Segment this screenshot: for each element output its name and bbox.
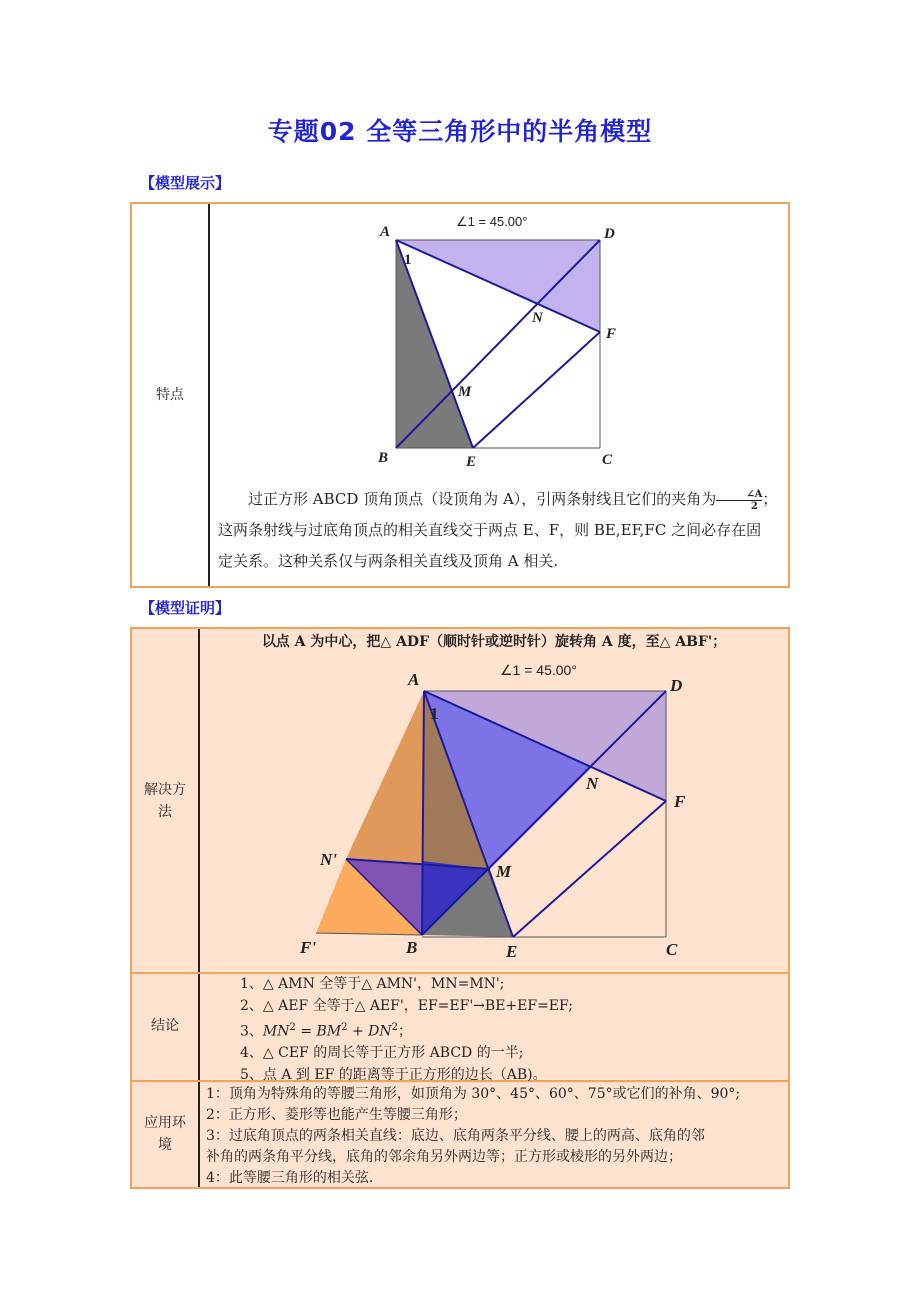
method-text: 以点 A 为中心，把△ ADF（顺时针或逆时针）旋转角 A 度，至△ ABF'； bbox=[261, 634, 727, 650]
description-line-2: 这两条射线与过底角顶点的相关直线交于两点 E、F，则 BE,EF,FC 之间必存在固 bbox=[218, 521, 762, 539]
section-heading-model-display: 【模型展示】 bbox=[140, 174, 231, 192]
angle-one-label: 1 bbox=[404, 252, 412, 268]
label-a-2: A bbox=[408, 670, 420, 689]
label-fp: F' bbox=[300, 938, 317, 957]
conclusion-5: 5、点 A 到 EF 的距离等于正方形的边长（AB)。 bbox=[240, 1066, 547, 1083]
label-m-2: M bbox=[496, 862, 512, 881]
conclusion-4: 4、△ CEF 的周长等于正方形 ABCD 的一半; bbox=[240, 1045, 524, 1062]
label-c: C bbox=[602, 452, 613, 468]
label-n: N bbox=[532, 310, 543, 326]
half-angle-fraction: $\frac{\angle A}{2}$ bbox=[716, 489, 762, 512]
environment-line-1: 1：顶角为特殊角的等腰三角形，如顶角为 30°、45°、60°、75°或它们的补角、90°; bbox=[206, 1086, 741, 1102]
table-divider bbox=[208, 204, 210, 586]
conclusion-2: 2、△ AEF 全等于△ AEF'，EF=EF'→BE+EF=EF; bbox=[240, 997, 573, 1014]
angle-one-label-2: 1 bbox=[430, 704, 439, 723]
conclusion-1: 1、△ AMN 全等于△ AMN'，MN=MN'; bbox=[240, 976, 505, 992]
label-n-2: N bbox=[586, 774, 599, 793]
label-f: F bbox=[606, 326, 617, 342]
method-label: 解决方法 bbox=[144, 781, 186, 820]
label-e: E bbox=[466, 454, 477, 470]
label-f-2: F bbox=[674, 792, 686, 811]
environment-list bbox=[206, 1084, 786, 1189]
section-heading-model-proof: 【模型证明】 bbox=[140, 599, 231, 617]
angle-readout: ∠1 = 45.00° bbox=[456, 214, 528, 229]
description-line-1: 过正方形 ABCD 顶角顶点（设顶角为 A），引两条射线且它们的夹角为 bbox=[248, 490, 717, 508]
conclusion-list bbox=[240, 974, 780, 1086]
proof-divider bbox=[198, 629, 200, 1187]
environment-line-2: 2：正方形、菱形等也能产生等腰三角形； bbox=[206, 1107, 467, 1123]
feature-label: 特点 bbox=[156, 387, 184, 403]
label-b-2: B bbox=[406, 938, 418, 957]
page-title: 专题02 全等三角形中的半角模型 bbox=[267, 117, 653, 146]
angle-readout-2: ∠1 = 45.00° bbox=[500, 662, 577, 678]
conclusion-3: 3、$MN^2 = BM^2 + DN^2$； bbox=[240, 1022, 413, 1040]
label-m: M bbox=[458, 384, 472, 400]
description-line-3: 定关系。这种关系仅与两条相关直线及顶角 A 相关. bbox=[218, 552, 559, 570]
rotation-figure bbox=[300, 661, 700, 971]
label-b: B bbox=[378, 450, 389, 466]
environment-label: 应用环境 bbox=[144, 1114, 186, 1153]
environment-line-5: 4：此等腰三角形的相关弦. bbox=[206, 1170, 374, 1186]
label-np: N' bbox=[320, 850, 337, 869]
conclusion-label: 结论 bbox=[151, 1018, 179, 1034]
square-figure-1 bbox=[360, 210, 660, 474]
label-d: D bbox=[604, 226, 615, 242]
environment-line-3: 3：过底角顶点的两条相关直线：底边、底角两条平分线、腰上的两高、底角的邻 bbox=[206, 1128, 705, 1144]
model-proof-table bbox=[130, 627, 790, 1189]
label-c-2: C bbox=[666, 940, 678, 959]
label-a: A bbox=[380, 224, 391, 240]
feature-description: 过正方形 ABCD 顶角顶点（设顶角为 A），引两条射线且它们的夹角为 $\frac{\angle A}{2}$ ； 这两条射线与过底角顶点的相关直线交于两点 E、F，则 BE,EF,FC 之间必存在固 定关系。这种关系仅与两条相关直线及顶角 A 相关. bbox=[218, 484, 786, 577]
model-display-table bbox=[130, 202, 790, 588]
label-d-2: D bbox=[670, 676, 683, 695]
environment-line-4: 补角的两条角平分线，底角的邻余角另外两边等；正方形或棱形的另外两边； bbox=[206, 1149, 682, 1165]
label-e-2: E bbox=[506, 942, 518, 961]
